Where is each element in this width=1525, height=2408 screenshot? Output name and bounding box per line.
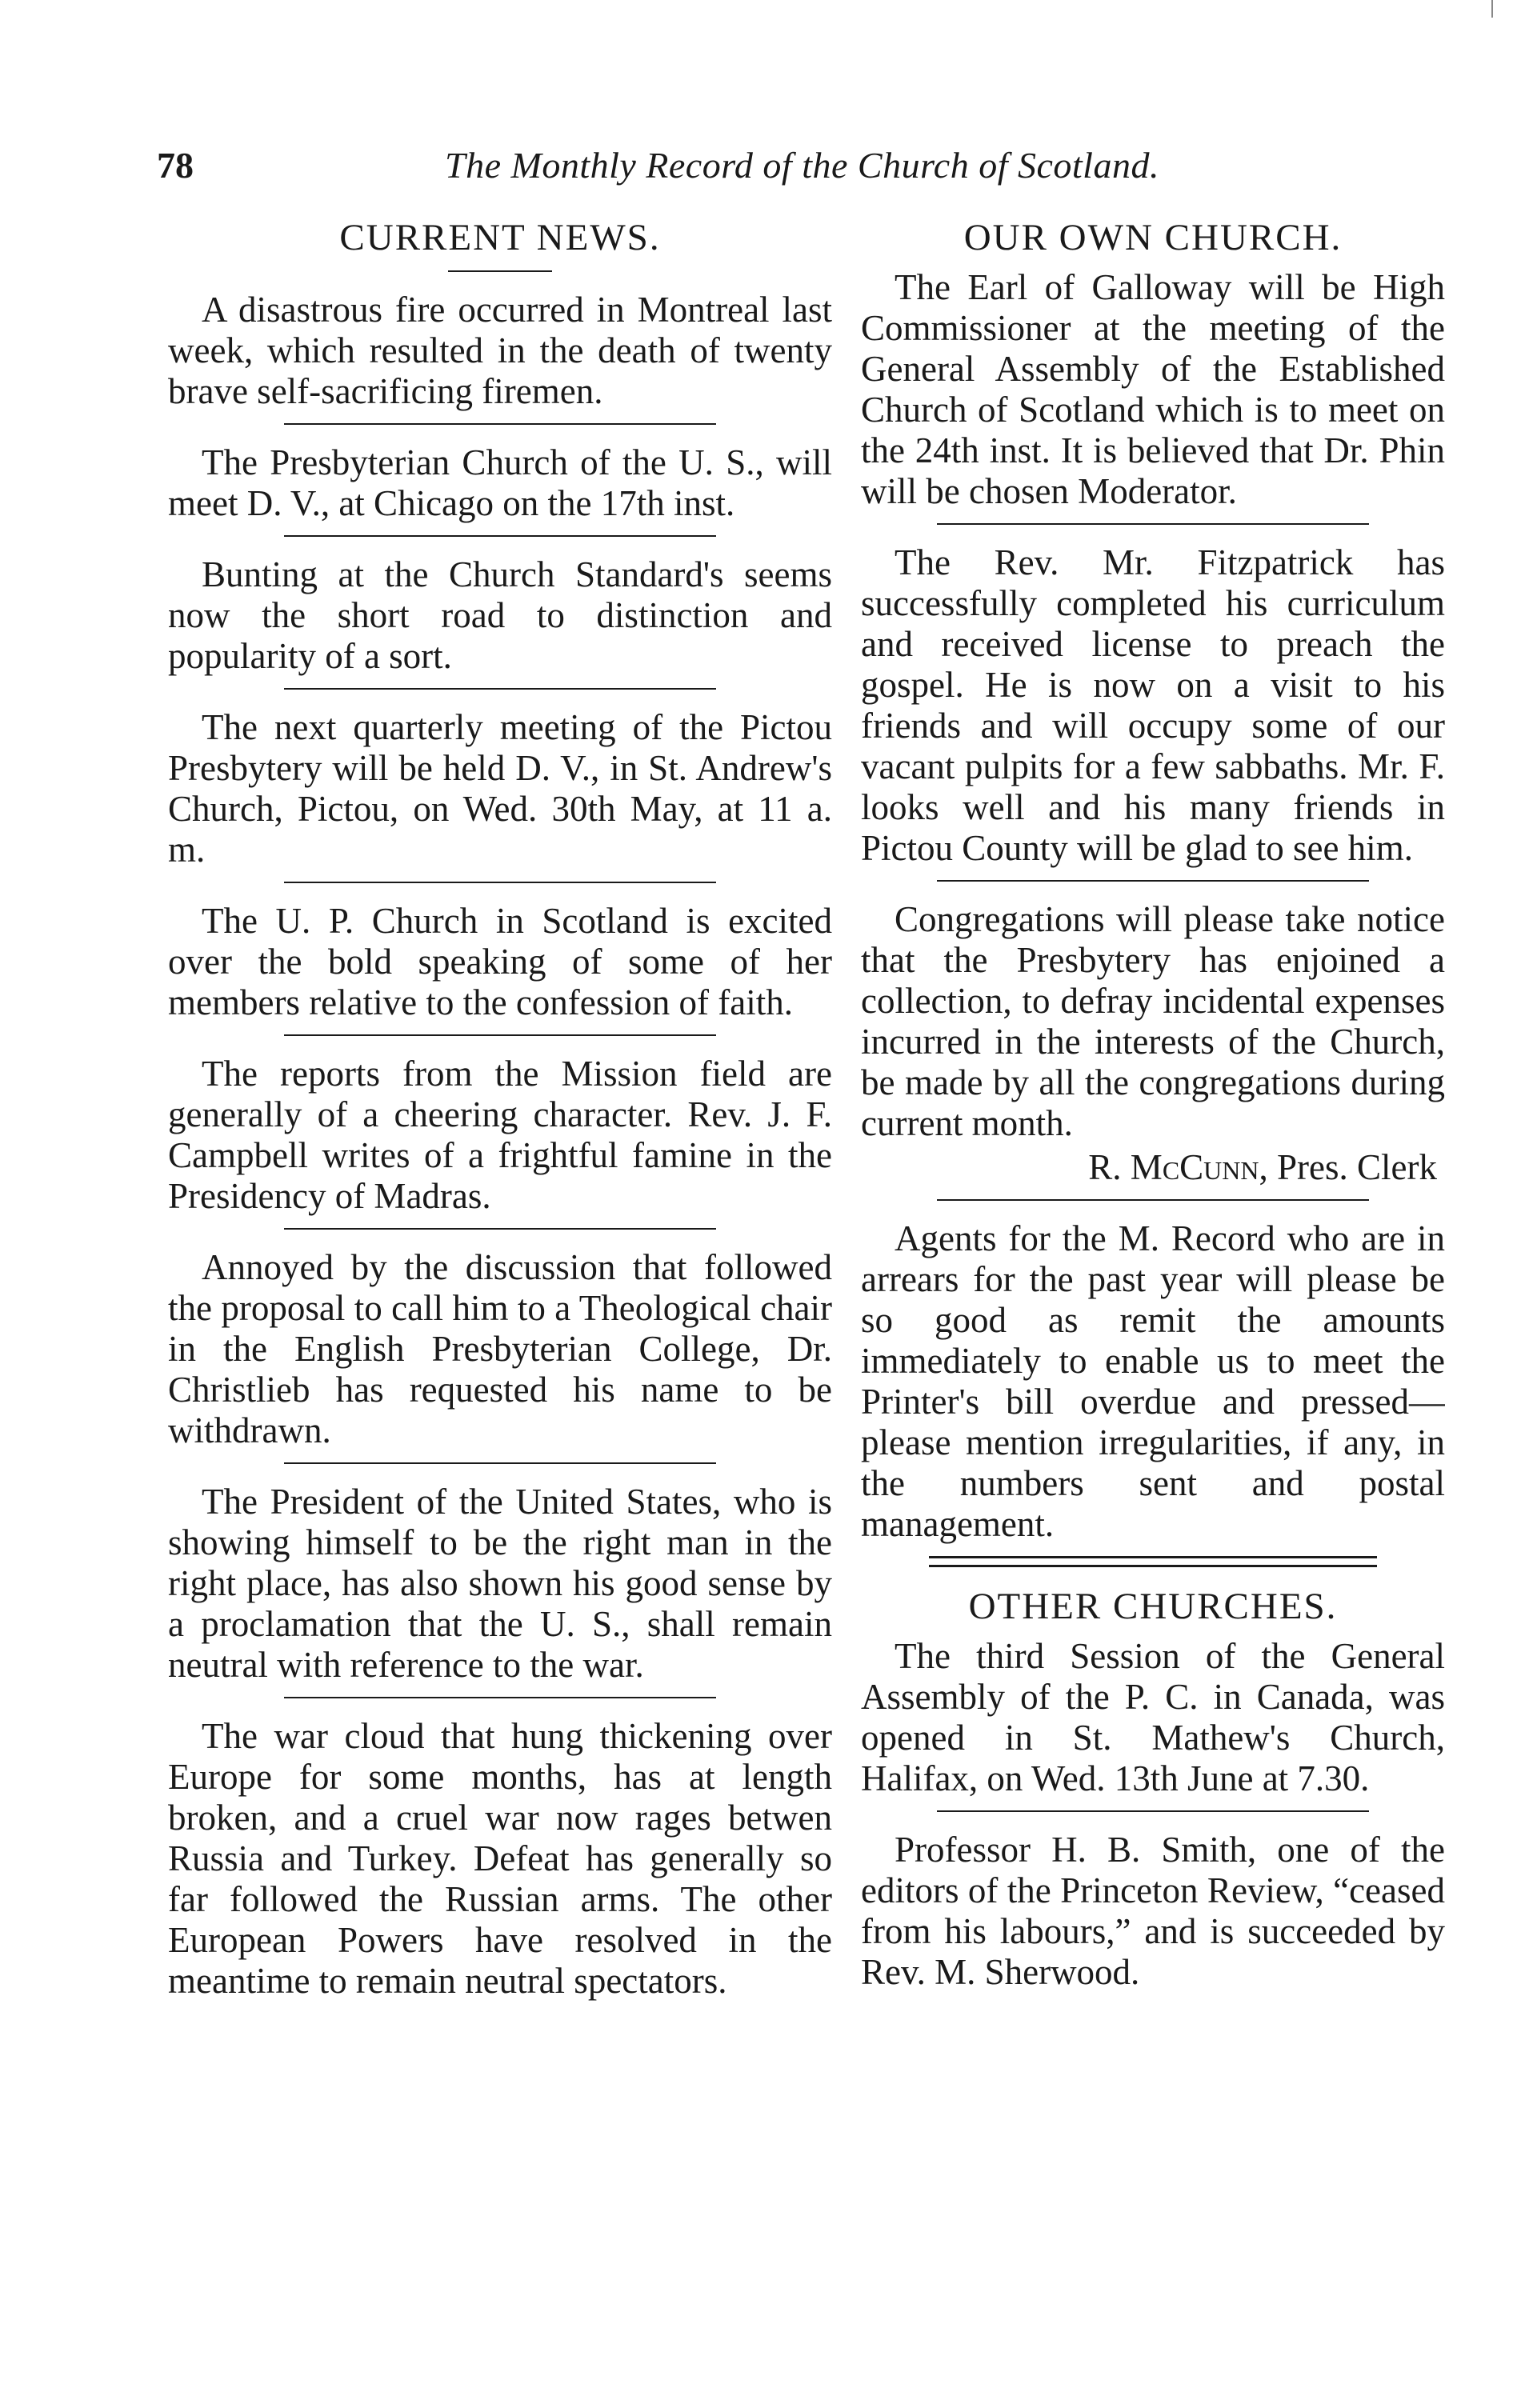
current-news-column xyxy=(168,216,832,2005)
church-item: The Rev. Mr. Fitzpatrick has successfully completed his curriculum and received license to preach the gospel. He is now on a visit to his friends and will occupy some of our vacant pulpits for a few sabbaths. Mr. F. looks well and his many friends in Pictou County will be glad to see him. xyxy=(861,542,1445,868)
divider xyxy=(937,523,1369,525)
divider xyxy=(937,1810,1369,1812)
church-item: Congregations will please take notice that the Presbytery has enjoined a collection, to defray incidental expenses incurred in the interests of the Church, be made by all the congregations during current month. xyxy=(861,899,1445,1143)
news-item: The U. P. Church in Scotland is excited over the bold speaking of some of her members relative to the confession of faith. xyxy=(168,901,832,1022)
news-item: The next quarterly meeting of the Pictou Presbytery will be held D. V., in St. Andrew's Church, Pictou, on Wed. 30th May, at 11 a. m. xyxy=(168,707,832,870)
divider xyxy=(284,882,716,883)
signature xyxy=(861,1147,1445,1188)
our-own-church-heading: OUR OWN CHURCH. xyxy=(963,217,1343,258)
other-church-item: The third Session of the General Assembly of the P. C. in Canada, was opened in St. Mathew's Church, Halifax, on Wed. 13th June at 7.30. xyxy=(861,1636,1445,1798)
current-news-heading: CURRENT NEWS. xyxy=(339,217,661,258)
page-header xyxy=(157,144,1341,192)
divider xyxy=(284,1034,716,1036)
news-item: A disastrous fire occurred in Montreal last week, which resulted in the death of twenty brave self-sacrificing firemen. xyxy=(168,290,832,411)
signature-role: Pres. Clerk xyxy=(1277,1147,1437,1187)
double-divider xyxy=(929,1556,1377,1558)
news-item: The President of the United States, who is showing himself to be the right man in the right place, has also shown his good sense by a proclamation that the U. S., shall remain neutral with reference to the war. xyxy=(168,1482,832,1685)
other-churches-heading: OTHER CHURCHES. xyxy=(968,1586,1338,1627)
page-number: 78 xyxy=(157,145,194,186)
margin-mark xyxy=(1491,0,1493,18)
divider xyxy=(448,270,552,272)
news-item: The reports from the Mission field are generally of a cheering character. Rev. J. F. Campbell writes of a frightful famine in the Presidency of Madras. xyxy=(168,1054,832,1216)
church-item: Agents for the M. Record who are in arrears for the past year will please be so good as remit the amounts immediately to enable us to meet the Printer's bill overdue and pressed—please mention irregularities, if any, in the numbers sent and postal management. xyxy=(861,1218,1445,1544)
news-item: The war cloud that hung thickening over Europe for some months, has at length broken, and a cruel war now rages betwen Russia and Turkey. Defeat has generally so far followed the Russian arms. The other European Powers have resolved in the meantime to remain neutral spectators. xyxy=(168,1716,832,2001)
double-divider xyxy=(929,1565,1377,1567)
other-church-item: Professor H. B. Smith, one of the editors of the Princeton Review, “ceased from his labours,” and is succeeded by Rev. M. Sherwood. xyxy=(861,1830,1445,1992)
divider xyxy=(284,1697,716,1698)
news-item: Bunting at the Church Standard's seems now the short road to distinction and popularity of a sort. xyxy=(168,554,832,676)
signature-name: R. McCunn, xyxy=(1088,1147,1268,1187)
divider xyxy=(937,1199,1369,1201)
our-own-church-column xyxy=(861,216,1445,1996)
divider xyxy=(284,535,716,537)
divider xyxy=(284,1228,716,1230)
divider xyxy=(284,1462,716,1464)
news-item: Annoyed by the discussion that followed the proposal to call him to a Theological chair in the English Presbyterian College, Dr. Christlieb has requested his name to be withdrawn. xyxy=(168,1247,832,1450)
running-title: The Monthly Record of the Church of Scotland. xyxy=(445,145,1159,186)
divider xyxy=(937,880,1369,882)
divider xyxy=(284,423,716,425)
divider xyxy=(284,688,716,690)
news-item: The Presbyterian Church of the U. S., will meet D. V., at Chicago on the 17th inst. xyxy=(168,442,832,523)
church-item: The Earl of Galloway will be High Commissioner at the meeting of the General Assembly of the Established Church of Scotland which is to meet on the 24th inst. It is believed that Dr. Phin will be chosen Moderator. xyxy=(861,267,1445,511)
